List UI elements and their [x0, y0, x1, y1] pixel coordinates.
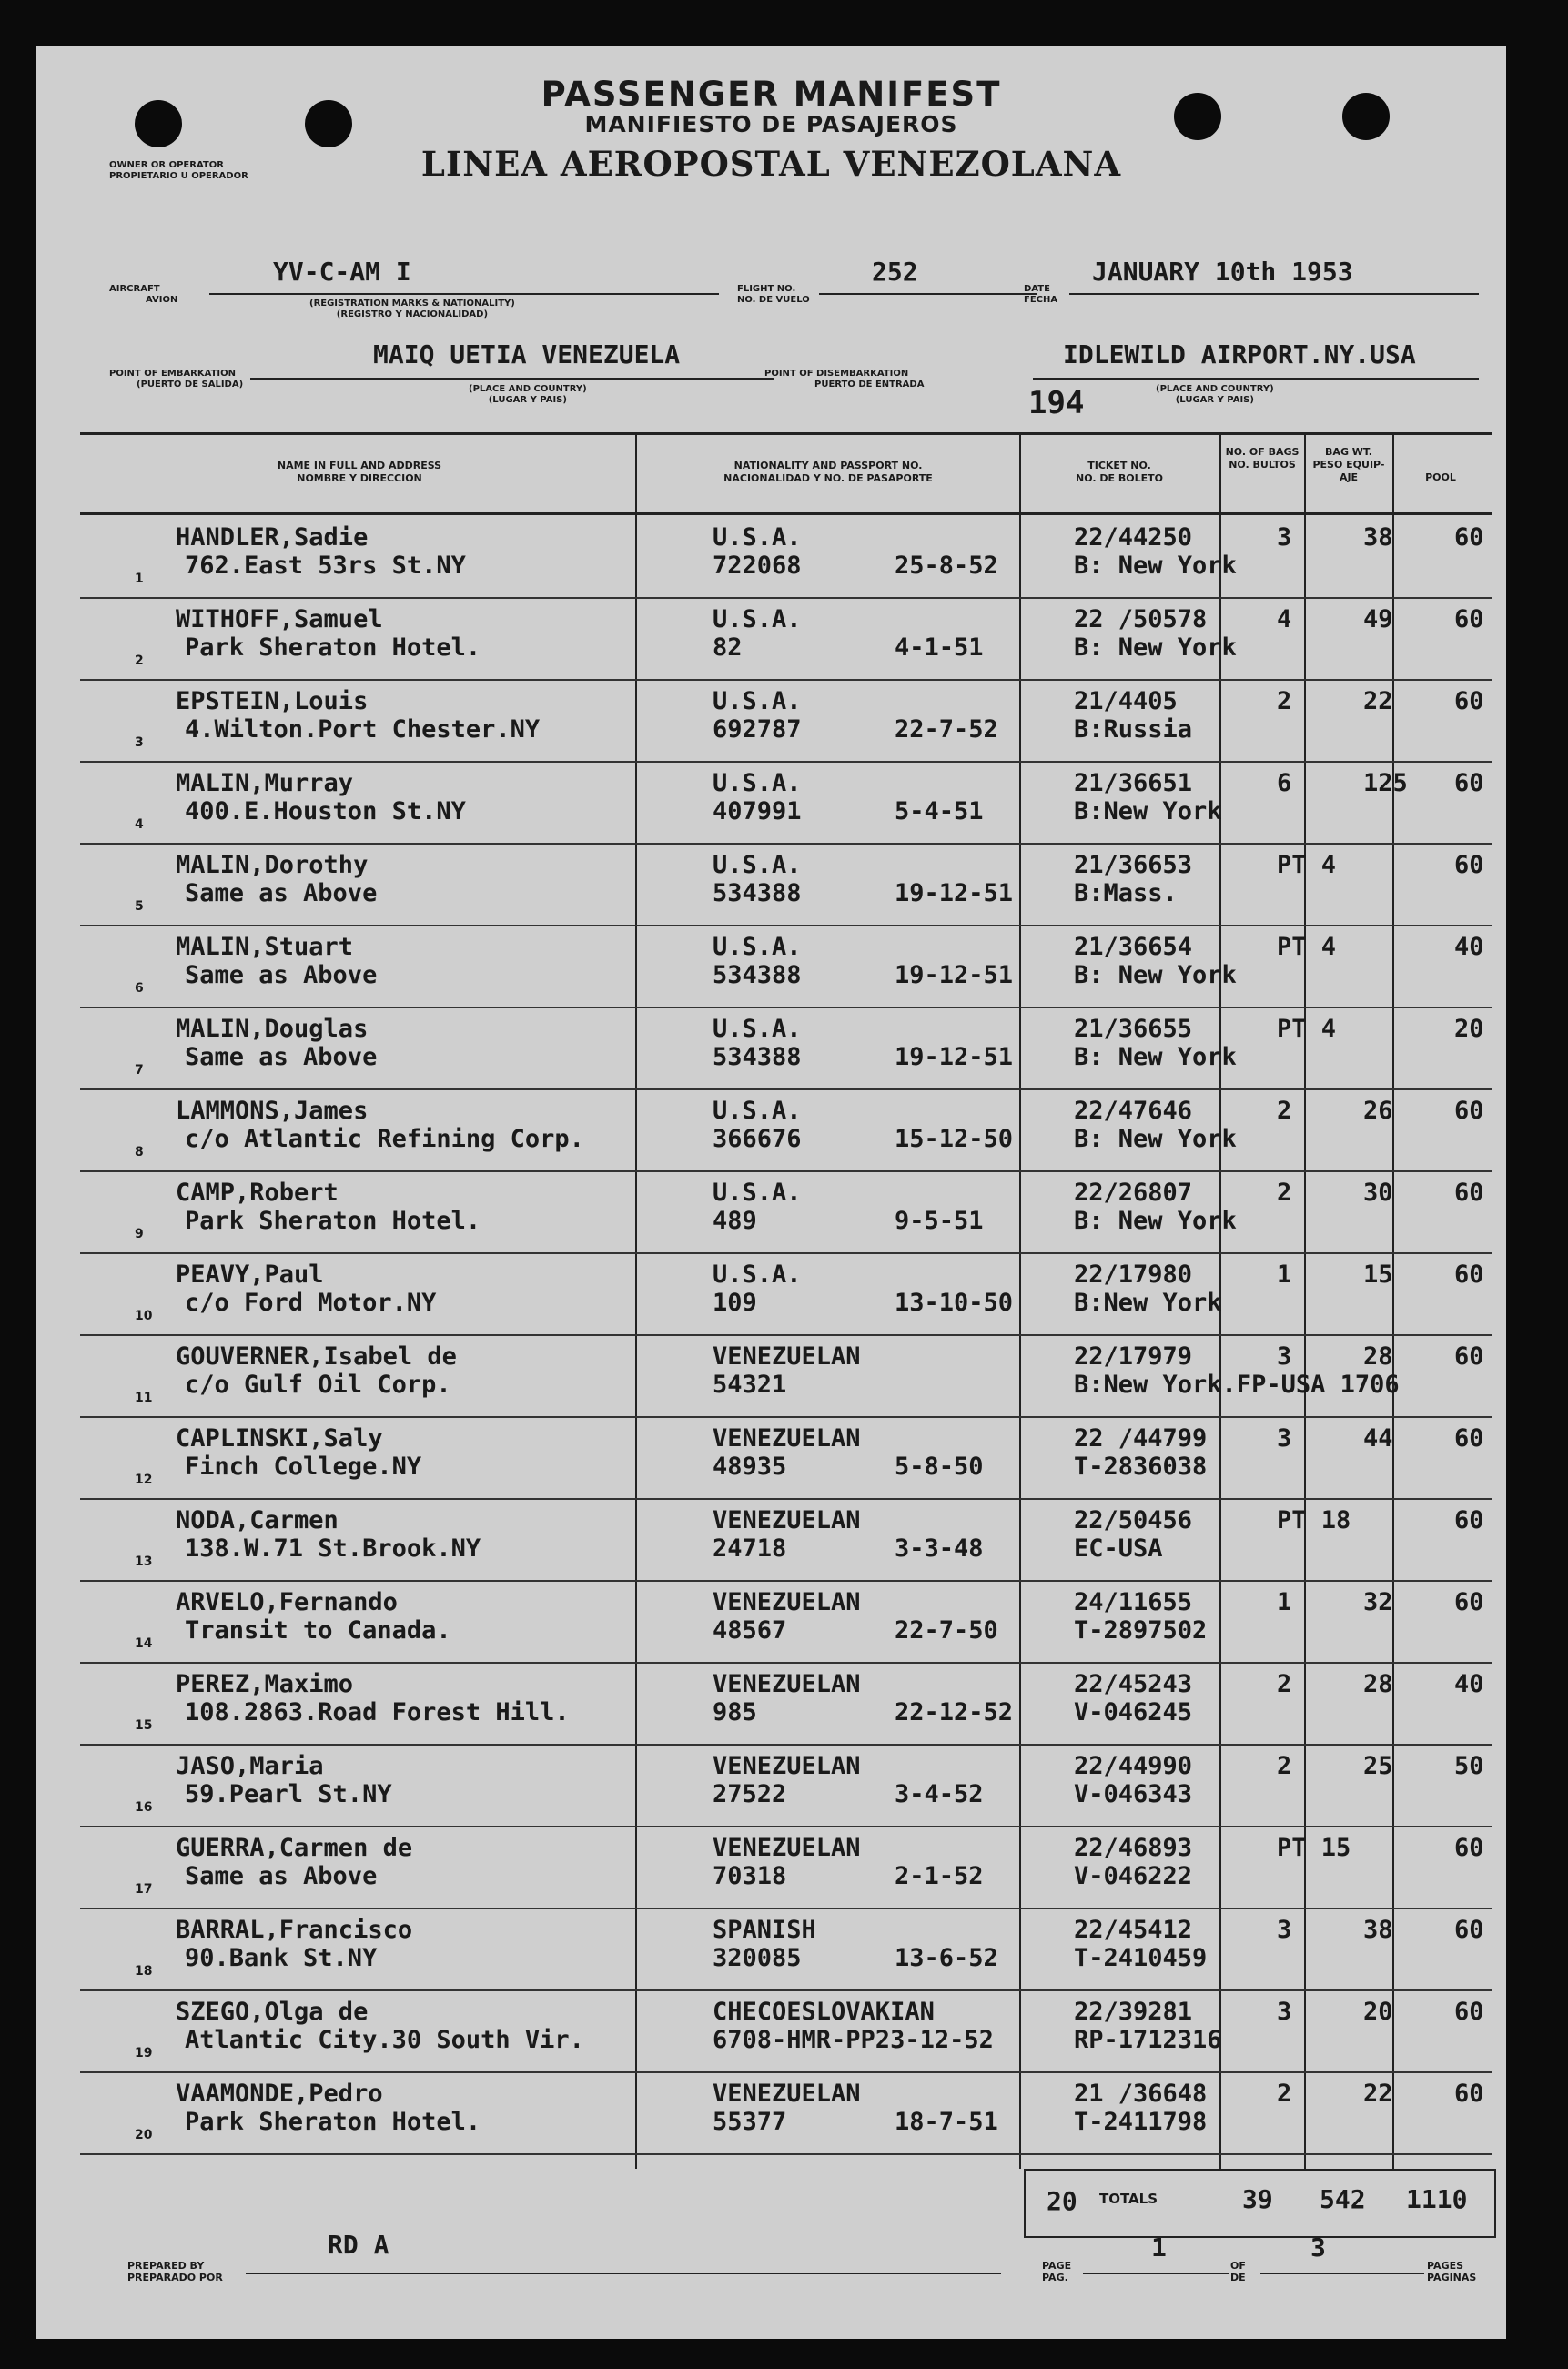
- totals-weight: 542: [1320, 2184, 1366, 2214]
- passenger-passport: 109: [713, 1289, 757, 1317]
- passenger-nationality: VENEZUELAN: [713, 1342, 861, 1371]
- passenger-nationality: VENEZUELAN: [713, 1670, 861, 1698]
- passenger-passport: 48935: [713, 1453, 787, 1481]
- row-number: 1: [135, 572, 144, 586]
- bag-weight: 28: [1363, 1670, 1393, 1698]
- column-header-nationality: NATIONALITY AND PASSPORT NO. NACIONALIDAD Y NO. DE PASAPORTE: [723, 460, 933, 484]
- totals-pool: 1110: [1406, 2184, 1468, 2214]
- bag-weight: 30: [1363, 1179, 1393, 1207]
- ticket-number: 21 /36648: [1074, 2080, 1208, 2108]
- passenger-passport: 985: [713, 1698, 757, 1726]
- ticket-number: 22/45243: [1074, 1670, 1193, 1698]
- row-number: 14: [135, 1636, 153, 1651]
- row-number: 3: [135, 735, 144, 750]
- table-row: [80, 1744, 1492, 1827]
- passenger-nationality: U.S.A.: [713, 769, 802, 797]
- passenger-passport: 489: [713, 1207, 757, 1235]
- aircraft-sub-label: (REGISTRATION MARKS & NATIONALITY) (REGISTRO Y NACIONALIDAD): [309, 299, 515, 319]
- bag-count: 3: [1277, 1424, 1292, 1453]
- passport-date: 18-7-51: [895, 2108, 998, 2136]
- flight-label: FLIGHT NO. NO. DE VUELO: [737, 284, 810, 305]
- passenger-address: 762.East 53rs St.NY: [185, 552, 466, 580]
- pool-value: 60: [1454, 1834, 1484, 1862]
- date-line: [1069, 293, 1479, 295]
- bag-count: PT 4: [1277, 933, 1337, 961]
- passport-date: 15-12-50: [895, 1125, 1014, 1153]
- passenger-nationality: U.S.A.: [713, 1260, 802, 1289]
- disembarkation-place-label: (PLACE AND COUNTRY) (LUGAR Y PAIS): [1156, 384, 1274, 405]
- aircraft-label: AIRCRAFT AVION: [109, 284, 178, 305]
- column-header-weight: BAG WT. PESO EQUIP- AJE: [1312, 446, 1385, 483]
- passport-date: 3-3-48: [895, 1534, 984, 1563]
- ticket-number: 22/45412: [1074, 1916, 1193, 1944]
- bag-count: 2: [1277, 1097, 1292, 1125]
- totals-count: 20: [1047, 2186, 1077, 2216]
- row-number: 20: [135, 2128, 153, 2142]
- aircraft-value: YV-C-AM I: [273, 257, 411, 287]
- birthplace: B: New York: [1074, 1207, 1237, 1235]
- ticket-number: 22/26807: [1074, 1179, 1193, 1207]
- column-header-name: NAME IN FULL AND ADDRESS NOMBRE Y DIRECCION: [277, 460, 442, 484]
- passenger-address: Park Sheraton Hotel.: [185, 2108, 481, 2136]
- passenger-name: LAMMONS,James: [176, 1097, 369, 1125]
- passenger-address: 59.Pearl St.NY: [185, 1780, 392, 1808]
- birthplace: T-2897502: [1074, 1616, 1208, 1645]
- passenger-address: 400.E.Houston St.NY: [185, 797, 466, 825]
- manifest-title-es: MANIFIESTO DE PASAJEROS: [584, 111, 958, 137]
- pool-value: 60: [1454, 1506, 1484, 1534]
- manifest-sheet: [36, 46, 1506, 2339]
- birthplace: RP-1712316: [1074, 2026, 1222, 2054]
- row-number: 4: [135, 817, 144, 832]
- passenger-name: VAAMONDE,Pedro: [176, 2080, 383, 2108]
- birthplace: B:New York: [1074, 797, 1222, 825]
- passenger-nationality: U.S.A.: [713, 523, 802, 552]
- disembarkation-label: POINT OF DISEMBARKATION PUERTO DE ENTRADA: [764, 369, 925, 390]
- passenger-name: SZEGO,Olga de: [176, 1998, 369, 2026]
- row-number: 8: [135, 1145, 144, 1159]
- passenger-passport: 722068: [713, 552, 802, 580]
- passenger-name: PEAVY,Paul: [176, 1260, 324, 1289]
- pool-value: 50: [1454, 1752, 1484, 1780]
- birthplace: B: New York: [1074, 552, 1237, 580]
- table-row: [80, 1007, 1492, 1090]
- of-value: 3: [1310, 2232, 1326, 2263]
- passenger-address: c/o Ford Motor.NY: [185, 1289, 437, 1317]
- passenger-address: 90.Bank St.NY: [185, 1944, 378, 1972]
- pool-value: 60: [1454, 1916, 1484, 1944]
- passenger-nationality: VENEZUELAN: [713, 1752, 861, 1780]
- page-value: 1: [1151, 2232, 1167, 2263]
- bag-count: 2: [1277, 1752, 1292, 1780]
- row-number: 10: [135, 1309, 153, 1323]
- birthplace: B:Russia: [1074, 715, 1193, 744]
- passport-date: 25-8-52: [895, 552, 998, 580]
- table-row: [80, 1170, 1492, 1254]
- passenger-nationality: U.S.A.: [713, 687, 802, 715]
- embarkation-label: POINT OF EMBARKATION (PUERTO DE SALIDA): [109, 369, 244, 390]
- bag-count: PT 15: [1277, 1834, 1351, 1862]
- disembarkation-value: IDLEWILD AIRPORT.NY.USA: [1063, 339, 1416, 370]
- row-number: 16: [135, 1800, 153, 1815]
- stamp-number: 194: [1028, 385, 1085, 421]
- passenger-passport: 534388: [713, 1043, 802, 1071]
- pool-value: 60: [1454, 1097, 1484, 1125]
- passenger-name: WITHOFF,Samuel: [176, 605, 383, 633]
- passenger-nationality: VENEZUELAN: [713, 2080, 861, 2108]
- passenger-passport: 6708-HMR-PP23-12-52: [713, 2026, 994, 2054]
- table-row: [80, 1662, 1492, 1746]
- passenger-passport: 70318: [713, 1862, 787, 1890]
- bag-count: 2: [1277, 1670, 1292, 1698]
- pool-value: 60: [1454, 1424, 1484, 1453]
- table-row: [80, 597, 1492, 681]
- passport-date: 13-6-52: [895, 1944, 998, 1972]
- bag-weight: 38: [1363, 1916, 1393, 1944]
- of-label: OF DE: [1230, 2260, 1246, 2283]
- bag-count: 2: [1277, 1179, 1292, 1207]
- birthplace: B:New York.FP-USA 1706: [1074, 1371, 1400, 1399]
- ticket-number: 22 /44799: [1074, 1424, 1208, 1453]
- bag-weight: 22: [1363, 687, 1393, 715]
- bag-count: 1: [1277, 1588, 1292, 1616]
- pool-value: 60: [1454, 1588, 1484, 1616]
- table-row: [80, 1989, 1492, 2073]
- ticket-number: 21/36654: [1074, 933, 1193, 961]
- row-number: 17: [135, 1882, 153, 1897]
- pool-value: 60: [1454, 2080, 1484, 2108]
- birthplace: B:Mass.: [1074, 879, 1178, 907]
- ticket-number: 22/17979: [1074, 1342, 1193, 1371]
- passport-date: 19-12-51: [895, 1043, 1014, 1071]
- passenger-address: Same as Above: [185, 1043, 378, 1071]
- passenger-passport: 366676: [713, 1125, 802, 1153]
- row-number: 18: [135, 1964, 153, 1979]
- birthplace: V-046222: [1074, 1862, 1193, 1890]
- passenger-nationality: VENEZUELAN: [713, 1834, 861, 1862]
- bag-count: 3: [1277, 1342, 1292, 1371]
- passenger-passport: 534388: [713, 879, 802, 907]
- passenger-name: CAPLINSKI,Saly: [176, 1424, 383, 1453]
- pool-value: 40: [1454, 1670, 1484, 1698]
- owner-label: OWNER OR OPERATOR PROPIETARIO U OPERADOR: [109, 160, 248, 181]
- pool-value: 60: [1454, 687, 1484, 715]
- birthplace: V-046245: [1074, 1698, 1193, 1726]
- passenger-address: c/o Atlantic Refining Corp.: [185, 1125, 584, 1153]
- passport-date: 22-12-52: [895, 1698, 1014, 1726]
- passenger-nationality: U.S.A.: [713, 1179, 802, 1207]
- table-row: [80, 1252, 1492, 1336]
- pool-value: 20: [1454, 1015, 1484, 1043]
- aircraft-line: [209, 293, 719, 295]
- table-row: [80, 1088, 1492, 1172]
- pool-value: 60: [1454, 605, 1484, 633]
- table-row: [80, 761, 1492, 845]
- passenger-name: CAMP,Robert: [176, 1179, 339, 1207]
- ticket-number: 22/47646: [1074, 1097, 1193, 1125]
- bag-count: 2: [1277, 687, 1292, 715]
- bag-count: 3: [1277, 1916, 1292, 1944]
- bag-weight: 125: [1363, 769, 1408, 797]
- prepared-by-value: RD A: [328, 2230, 389, 2260]
- bag-count: 3: [1277, 523, 1292, 552]
- passenger-passport: 407991: [713, 797, 802, 825]
- passenger-name: ARVELO,Fernando: [176, 1588, 398, 1616]
- flight-line: [819, 293, 1037, 295]
- passport-date: 2-1-52: [895, 1862, 984, 1890]
- passenger-address: 4.Wilton.Port Chester.NY: [185, 715, 541, 744]
- passenger-nationality: U.S.A.: [713, 933, 802, 961]
- table-row: [80, 679, 1492, 763]
- bag-count: 3: [1277, 1998, 1292, 2026]
- table-row: [80, 2071, 1492, 2155]
- pool-value: 60: [1454, 1179, 1484, 1207]
- passenger-nationality: U.S.A.: [713, 605, 802, 633]
- passenger-address: Atlantic City.30 South Vir.: [185, 2026, 584, 2054]
- row-number: 12: [135, 1473, 153, 1487]
- embarkation-line: [250, 378, 774, 380]
- bag-weight: 38: [1363, 523, 1393, 552]
- bag-count: PT 4: [1277, 1015, 1337, 1043]
- birthplace: T-2836038: [1074, 1453, 1208, 1481]
- passenger-name: MALIN,Dorothy: [176, 851, 369, 879]
- row-number: 2: [135, 653, 144, 668]
- table-row: [80, 1826, 1492, 1909]
- column-header-ticket: TICKET NO. NO. DE BOLETO: [1076, 460, 1163, 484]
- table-row: [80, 1416, 1492, 1500]
- bag-weight: 28: [1363, 1342, 1393, 1371]
- row-number: 5: [135, 899, 144, 914]
- passenger-passport: 27522: [713, 1780, 787, 1808]
- passport-date: 5-4-51: [895, 797, 984, 825]
- pool-value: 60: [1454, 769, 1484, 797]
- table-top-rule: [80, 432, 1492, 435]
- passenger-nationality: U.S.A.: [713, 1015, 802, 1043]
- passenger-passport: 82: [713, 633, 743, 662]
- flight-value: 252: [872, 257, 918, 287]
- table-row: [80, 925, 1492, 1008]
- passenger-nationality: CHECOESLOVAKIAN: [713, 1998, 935, 2026]
- bag-weight: 25: [1363, 1752, 1393, 1780]
- passenger-address: Transit to Canada.: [185, 1616, 451, 1645]
- birthplace: B: New York: [1074, 1043, 1237, 1071]
- passenger-passport: 48567: [713, 1616, 787, 1645]
- passenger-address: Finch College.NY: [185, 1453, 422, 1481]
- ticket-number: 22/44250: [1074, 523, 1193, 552]
- passenger-address: Park Sheraton Hotel.: [185, 1207, 481, 1235]
- table-row: [80, 1334, 1492, 1418]
- birthplace: EC-USA: [1074, 1534, 1163, 1563]
- date-label: DATE FECHA: [1024, 284, 1058, 305]
- ticket-number: 21/36651: [1074, 769, 1193, 797]
- passenger-address: Same as Above: [185, 879, 378, 907]
- passenger-address: 138.W.71 St.Brook.NY: [185, 1534, 481, 1563]
- row-number: 13: [135, 1554, 153, 1569]
- passenger-name: MALIN,Murray: [176, 769, 354, 797]
- passenger-nationality: U.S.A.: [713, 851, 802, 879]
- birthplace: B: New York: [1074, 1125, 1237, 1153]
- ticket-number: 22/46893: [1074, 1834, 1193, 1862]
- page-line: [1083, 2273, 1229, 2274]
- passenger-passport: 692787: [713, 715, 802, 744]
- passenger-nationality: VENEZUELAN: [713, 1588, 861, 1616]
- table-row: [80, 1498, 1492, 1582]
- operator-name: LINEA AEROPOSTAL VENEZOLANA: [420, 144, 1122, 184]
- column-header-bags: NO. OF BAGS NO. BULTOS: [1225, 446, 1300, 471]
- prepared-by-label: PREPARED BY PREPARADO POR: [127, 2260, 223, 2283]
- passenger-nationality: U.S.A.: [713, 1097, 802, 1125]
- ticket-number: 24/11655: [1074, 1588, 1193, 1616]
- bag-weight: 15: [1363, 1260, 1393, 1289]
- passenger-name: NODA,Carmen: [176, 1506, 339, 1534]
- birthplace: B:New York: [1074, 1289, 1222, 1317]
- birthplace: B: New York: [1074, 961, 1237, 989]
- bag-weight: 20: [1363, 1998, 1393, 2026]
- ticket-number: 21/36653: [1074, 851, 1193, 879]
- row-number: 6: [135, 981, 144, 996]
- pool-value: 60: [1454, 1342, 1484, 1371]
- passport-date: 19-12-51: [895, 961, 1014, 989]
- passport-date: 4-1-51: [895, 633, 984, 662]
- bag-count: PT 18: [1277, 1506, 1351, 1534]
- ticket-number: 21/4405: [1074, 687, 1178, 715]
- passenger-name: MALIN,Douglas: [176, 1015, 369, 1043]
- passenger-name: MALIN,Stuart: [176, 933, 354, 961]
- bag-weight: 32: [1363, 1588, 1393, 1616]
- bag-count: 6: [1277, 769, 1292, 797]
- passenger-address: 108.2863.Road Forest Hill.: [185, 1698, 570, 1726]
- page-label: PAGE PAG.: [1042, 2260, 1072, 2283]
- passenger-name: PEREZ,Maximo: [176, 1670, 354, 1698]
- pool-value: 60: [1454, 1998, 1484, 2026]
- bag-count: 1: [1277, 1260, 1292, 1289]
- passenger-passport: 55377: [713, 2108, 787, 2136]
- totals-bags: 39: [1242, 2184, 1273, 2214]
- ticket-number: 22/50456: [1074, 1506, 1193, 1534]
- embarkation-value: MAIQ UETIA VENEZUELA: [373, 339, 681, 370]
- row-number: 15: [135, 1718, 153, 1733]
- row-number: 9: [135, 1227, 144, 1241]
- passenger-name: HANDLER,Sadie: [176, 523, 369, 552]
- ticket-number: 22/17980: [1074, 1260, 1193, 1289]
- row-number: 11: [135, 1391, 153, 1405]
- table-row: [80, 1580, 1492, 1664]
- row-number: 19: [135, 2046, 153, 2060]
- passenger-address: Same as Above: [185, 1862, 378, 1890]
- column-header-pool: POOL: [1425, 471, 1456, 483]
- pages-label: PAGES PAGINAS: [1427, 2260, 1477, 2283]
- ticket-number: 22/44990: [1074, 1752, 1193, 1780]
- birthplace: T-2410459: [1074, 1944, 1208, 1972]
- passenger-passport: 24718: [713, 1534, 787, 1563]
- manifest-title: PASSENGER MANIFEST: [541, 75, 1002, 114]
- passenger-address: Same as Above: [185, 961, 378, 989]
- passenger-name: GUERRA,Carmen de: [176, 1834, 413, 1862]
- table-row: [80, 515, 1492, 599]
- passport-date: 3-4-52: [895, 1780, 984, 1808]
- table-row: [80, 1908, 1492, 1991]
- date-value: JANUARY 10th 1953: [1092, 257, 1353, 287]
- bag-weight: 22: [1363, 2080, 1393, 2108]
- ticket-number: 21/36655: [1074, 1015, 1193, 1043]
- passenger-name: BARRAL,Francisco: [176, 1916, 413, 1944]
- passenger-nationality: SPANISH: [713, 1916, 816, 1944]
- passenger-nationality: VENEZUELAN: [713, 1424, 861, 1453]
- disembarkation-line: [1033, 378, 1479, 380]
- birthplace: B: New York: [1074, 633, 1237, 662]
- of-line: [1260, 2273, 1424, 2274]
- pool-value: 60: [1454, 1260, 1484, 1289]
- passenger-nationality: VENEZUELAN: [713, 1506, 861, 1534]
- bag-weight: 44: [1363, 1424, 1393, 1453]
- embarkation-place-label: (PLACE AND COUNTRY) (LUGAR Y PAIS): [469, 384, 587, 405]
- table-row: [80, 843, 1492, 926]
- bag-weight: 26: [1363, 1097, 1393, 1125]
- row-number: 7: [135, 1063, 144, 1078]
- passport-date: 5-8-50: [895, 1453, 984, 1481]
- passenger-passport: 54321: [713, 1371, 787, 1399]
- birthplace: T-2411798: [1074, 2108, 1208, 2136]
- passenger-passport: 320085: [713, 1944, 802, 1972]
- bag-count: 4: [1277, 605, 1292, 633]
- pool-value: 60: [1454, 851, 1484, 879]
- passenger-name: GOUVERNER,Isabel de: [176, 1342, 457, 1371]
- pool-value: 60: [1454, 523, 1484, 552]
- passenger-name: JASO,Maria: [176, 1752, 324, 1780]
- bag-count: PT 4: [1277, 851, 1337, 879]
- birthplace: V-046343: [1074, 1780, 1193, 1808]
- passport-date: 13-10-50: [895, 1289, 1014, 1317]
- passenger-address: c/o Gulf Oil Corp.: [185, 1371, 451, 1399]
- passenger-name: EPSTEIN,Louis: [176, 687, 369, 715]
- totals-label: TOTALS: [1099, 2191, 1158, 2207]
- passport-date: 9-5-51: [895, 1207, 984, 1235]
- passenger-address: Park Sheraton Hotel.: [185, 633, 481, 662]
- ticket-number: 22 /50578: [1074, 605, 1208, 633]
- pool-value: 40: [1454, 933, 1484, 961]
- passport-date: 19-12-51: [895, 879, 1014, 907]
- passenger-passport: 534388: [713, 961, 802, 989]
- passport-date: 22-7-52: [895, 715, 998, 744]
- bag-count: 2: [1277, 2080, 1292, 2108]
- passport-date: 22-7-50: [895, 1616, 998, 1645]
- prepared-by-line: [246, 2273, 1001, 2274]
- ticket-number: 22/39281: [1074, 1998, 1193, 2026]
- bag-weight: 49: [1363, 605, 1393, 633]
